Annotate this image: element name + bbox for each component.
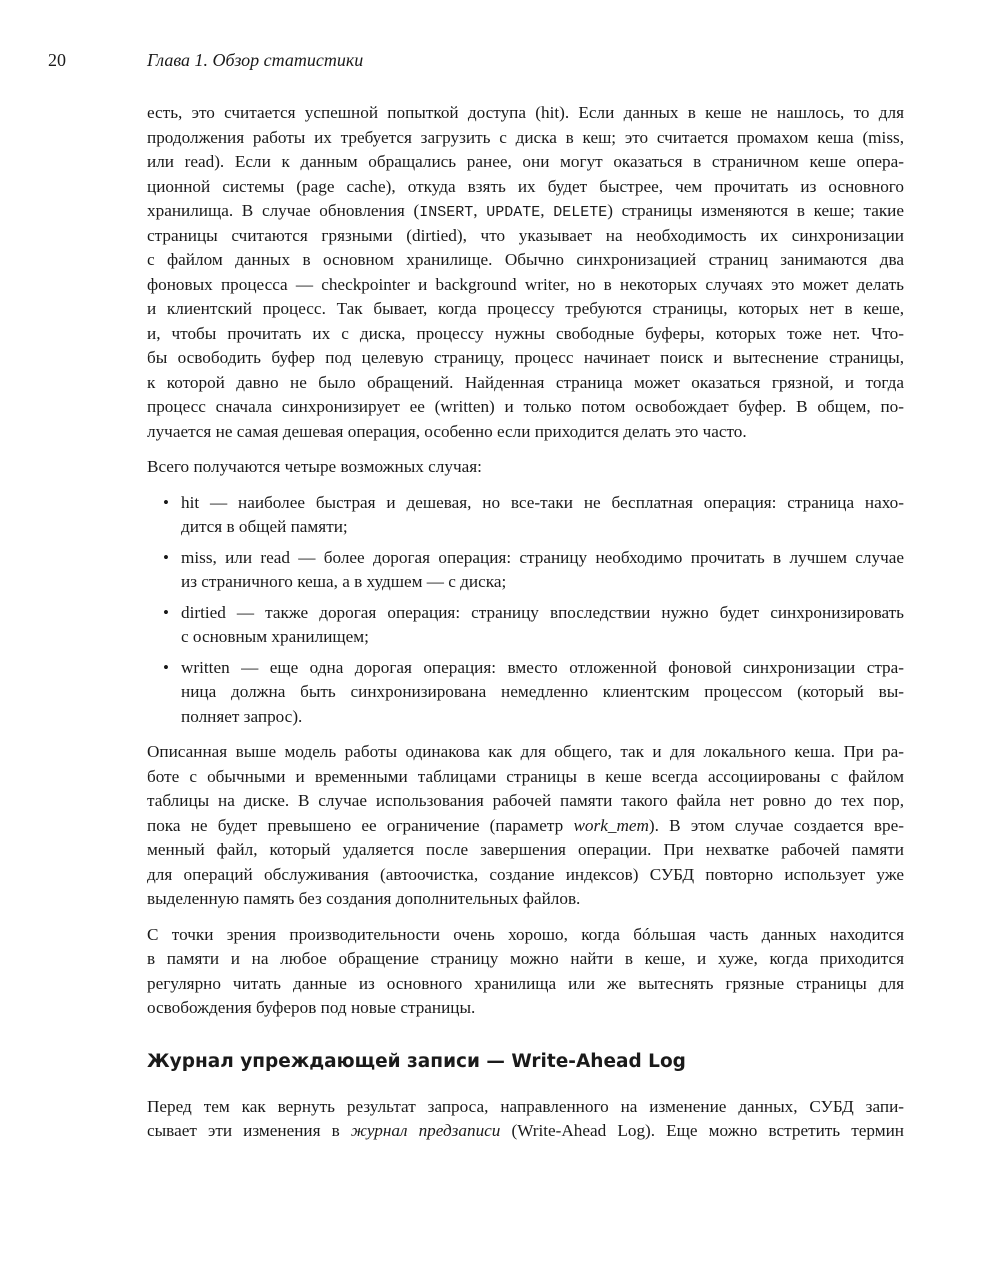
text-line: боте с обычными и временными таблицами страницы в кеше всегда ассоциированы с файлом	[147, 766, 904, 786]
text-line: продолжения работы их требуется загрузить с диска в кеш; это считается промахом кеша (miss,	[147, 127, 904, 147]
text-line: С точки зрения производительности очень хорошо, когда бóльшая часть данных находится	[147, 924, 904, 944]
text-line: hit — наиболее быстрая и дешевая, но все-таки не бесплатная операция: страница нахо-	[181, 492, 904, 512]
text-line	[147, 199, 904, 224]
text-line: таблицы на диске. В случае использования рабочей памяти такого файла нет ровно до тех пор,	[147, 791, 904, 810]
text-span: (Write-Ahead Log). Еще можно встретить термин	[500, 1121, 904, 1140]
paragraph-four-cases	[147, 455, 904, 480]
text-span: ). В этом случае создается вре-	[648, 815, 904, 835]
section-heading: Журнал упреждающей записи — Write-Ahead Log	[147, 1050, 686, 1072]
text-line: процесс сначала синхронизирует ее (written) и только потом освобождает буфер. В общем, по-	[147, 397, 904, 416]
text-line	[147, 1119, 904, 1144]
text-line: dirtied — также дорогая операция: страницу впоследствии нужно будет синхронизировать	[181, 602, 904, 622]
bullet-icon: •	[163, 602, 169, 622]
text-line: ница должна быть синхронизирована немедленно клиентским процессом (который вы-	[181, 682, 904, 701]
text-line: регулярно читать данные из основного хранилища или же вытеснять грязные страницы для	[147, 973, 904, 993]
text-span: ) страницы изменяются в кеше; такие	[607, 201, 905, 220]
paragraph-cache-intro	[147, 101, 904, 444]
paragraph-wal-intro	[147, 1095, 904, 1144]
list-item-hit	[147, 491, 904, 540]
bullet-icon: •	[163, 492, 169, 512]
text-line: или read). Если к данным обращались ранее, они могут оказаться в страничном кеше опера-	[147, 152, 904, 171]
text-line: есть, это считается успешной попыткой доступа (hit). Если данных в кеше не нашлось, то для	[147, 103, 904, 122]
text-line: лучается не самая дешевая операция, особенно если приходится делать это часто.	[147, 421, 747, 441]
text-line: в памяти и на любое обращение страницу можно найти в кеше, и хуже, когда приходится	[147, 949, 904, 968]
text-line: дится в общей памяти;	[181, 517, 348, 536]
text-line: и, чтобы прочитать их с диска, процессу нужны свободные буферы, которых тоже нет. Что-	[147, 323, 904, 343]
text-line: Описанная выше модель работы одинакова как для общего, так и для локального кеша. При ра-	[147, 742, 904, 761]
text-line: освобождения буферов под новые страницы.	[147, 998, 476, 1017]
text-line: фоновых процесса — checkpointer и background writer, но в некоторых случаях это может делать	[147, 274, 904, 294]
code-delete: DELETE	[553, 204, 608, 221]
page-body	[147, 101, 904, 1155]
paragraph-performance	[147, 923, 904, 1021]
bullet-icon: •	[163, 547, 169, 567]
text-line: бы освободить буфер под целевую страницу, процесс начинает поиск и вытеснение страницы,	[147, 348, 904, 367]
paragraph-local-cache	[147, 740, 904, 912]
text-span: хранилища. В случае обновления (	[147, 201, 420, 220]
code-update: UPDATE	[486, 204, 541, 221]
text-span: сывает эти изменения в	[147, 1121, 351, 1140]
text-line: Перед тем как вернуть результат запроса, направленного на изменение данных, СУБД запи-	[147, 1096, 904, 1116]
text-line: для операций обслуживания (автоочистка, создание индексов) СУБД повторно использует уже	[147, 864, 904, 884]
text-line: written — еще одна дорогая операция: вместо отложенной фоновой синхронизации стра-	[181, 657, 904, 677]
page-number: 20	[48, 50, 66, 70]
text-span: пока не будет превышено ее ограничение (параметр	[147, 815, 574, 835]
term-wal: журнал предзаписи	[350, 1121, 501, 1140]
text-line: выделенную память без создания дополнительных файлов.	[147, 889, 581, 908]
text-span: ,	[540, 201, 554, 220]
cases-list	[147, 491, 904, 730]
param-work-mem: work_mem	[573, 815, 649, 835]
text-line: с файлом данных в основном хранилище. Обычно синхронизацией страниц занимаются два	[147, 250, 904, 269]
list-item-written	[147, 656, 904, 730]
text-line: miss, или read — более дорогая операция: страницу необходимо прочитать в лучшем случае	[181, 547, 904, 567]
text-line: из страничного кеша, а в худшем — с диска;	[181, 572, 507, 591]
bullet-icon: •	[163, 657, 169, 677]
code-insert: INSERT	[419, 204, 474, 221]
text-line: к которой давно не было обращений. Найденная страница может оказаться грязной, и тогда	[147, 372, 904, 392]
text-line: и клиентский процесс. Так бывает, когда процессу требуются страницы, которых нет в кеше,	[147, 299, 904, 318]
text-span: ,	[473, 201, 487, 220]
text-line	[147, 814, 904, 839]
text-line: полняет запрос).	[181, 706, 303, 726]
list-item-dirtied	[147, 601, 904, 650]
text-line: ционной системы (page cache), откуда взять их будет быстрее, чем прочитать из основного	[147, 176, 904, 196]
text-line: Всего получаются четыре возможных случая:	[147, 457, 482, 476]
list-item-miss	[147, 546, 904, 595]
running-header: Глава 1. Обзор статистики	[147, 50, 364, 70]
text-line: страницы считаются грязными (dirtied), что указывает на необходимость их синхронизации	[147, 225, 904, 245]
text-line: менный файл, который удаляется после завершения операции. При нехватке рабочей памяти	[147, 840, 904, 859]
text-line: с основным хранилищем;	[181, 627, 369, 646]
